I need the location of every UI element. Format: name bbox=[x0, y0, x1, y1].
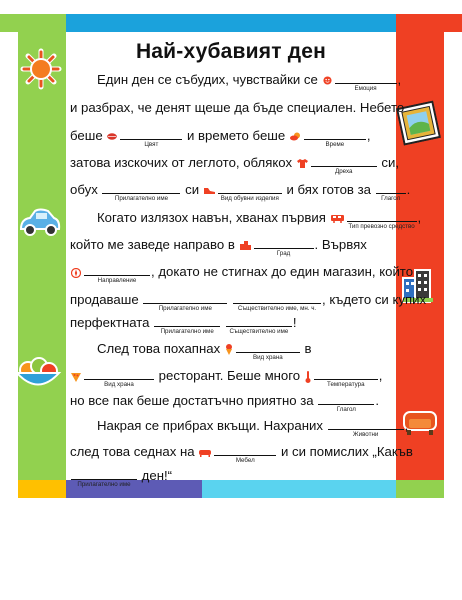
story-line-12: Вид храна ресторант. Беше много Температура , bbox=[70, 367, 382, 383]
blank-field[interactable]: Прилагателно име bbox=[154, 314, 220, 327]
story-line-7: който ме заведе направо в Град . Вървях bbox=[70, 237, 367, 257]
lips-icon bbox=[107, 133, 117, 140]
bottom-bar-green bbox=[396, 480, 444, 498]
story-line-13: но все пак беше достатъчно приятно за Глагол . bbox=[70, 393, 379, 413]
smiley-icon bbox=[323, 76, 332, 85]
blank-field[interactable]: Град bbox=[254, 236, 314, 249]
blank-field[interactable]: Време bbox=[304, 127, 366, 140]
top-bar-blue bbox=[66, 14, 396, 32]
shirt-icon bbox=[297, 159, 308, 168]
story-text: Един ден се събудих, чувствайки се bbox=[97, 72, 318, 87]
story-line-16: Прилагателно име ден!“ bbox=[70, 467, 172, 483]
thermometer-icon bbox=[305, 371, 311, 383]
blank-field[interactable]: Направление bbox=[84, 263, 150, 276]
weather-icon bbox=[290, 132, 301, 141]
story-line-15: след това седнах на Мебел и си помислих „Какъв bbox=[70, 444, 413, 464]
blank-field[interactable]: Цвят bbox=[120, 127, 182, 140]
story-line-5: обух Прилагателно име си Вид обувни изделия и бях готов за Глагол . bbox=[70, 182, 411, 202]
bus-icon bbox=[331, 215, 344, 223]
top-bar-green bbox=[0, 14, 66, 32]
story-text: и разбрах, че денят щеше да бъде специален. Небето bbox=[70, 100, 405, 115]
sofa-small-icon bbox=[199, 449, 211, 457]
blank-field[interactable]: Тип превозно средство bbox=[347, 209, 417, 222]
blank-field[interactable]: Прилагателно име bbox=[143, 291, 227, 304]
story-line-3: беше Цвят и времето беше Време , bbox=[70, 128, 371, 148]
blank-field[interactable]: Вид обувни изделия bbox=[218, 181, 282, 194]
sun-icon bbox=[20, 48, 62, 95]
story-line-8: Направление , докато не стигнах до един магазин, който bbox=[70, 263, 413, 279]
left-column-green bbox=[18, 32, 66, 480]
fruit-bowl-icon bbox=[14, 356, 62, 397]
shoe-icon bbox=[204, 187, 215, 194]
blank-field[interactable]: Мебел bbox=[214, 443, 276, 456]
blank-field[interactable]: Вид храна bbox=[84, 367, 154, 380]
blank-field[interactable]: Емоция bbox=[335, 71, 397, 84]
blank-field[interactable]: Съществително име bbox=[226, 314, 292, 327]
bottom-bar-cyan bbox=[202, 480, 396, 498]
blank-field[interactable]: Глагол bbox=[376, 181, 406, 194]
car-icon bbox=[18, 207, 62, 242]
blank-field[interactable]: Дреха bbox=[311, 154, 377, 167]
blank-field[interactable]: Глагол bbox=[318, 392, 374, 405]
story-line-4: затова изскочих от леглото, облякох Дреха си, bbox=[70, 155, 400, 175]
blank-field[interactable]: Прилагателно име bbox=[102, 181, 180, 194]
story-line-2 bbox=[70, 100, 404, 115]
blank-field[interactable]: Съществително име, мн. ч. bbox=[233, 291, 321, 304]
ice-cream-icon bbox=[225, 344, 233, 355]
page-title: Най-хубавият ден bbox=[135, 40, 327, 63]
story-line-10: перфектната Прилагателно име Съществително име ! bbox=[70, 315, 297, 335]
story-line-6: Когато излязох навън, хванах първия Тип превозно средство , bbox=[97, 210, 422, 230]
compass-icon bbox=[71, 268, 81, 278]
blank-field[interactable]: Вид храна bbox=[236, 340, 300, 353]
blank-field[interactable]: Животни bbox=[328, 417, 404, 430]
story-line-14: Накрая се прибрах вкъщи. Нахраних Животни , bbox=[97, 418, 409, 438]
story-line-1: Един ден се събудих, чувствайки се Емоция , bbox=[97, 72, 402, 92]
blank-field[interactable]: Температура bbox=[314, 367, 378, 380]
city-icon bbox=[240, 241, 251, 250]
blank-field[interactable]: Прилагателно име bbox=[71, 467, 137, 480]
top-bar-red bbox=[396, 14, 462, 32]
pizza-icon bbox=[71, 372, 81, 382]
story-line-9: продаваше Прилагателно име Съществително име, мн. ч. , където си купих bbox=[70, 292, 427, 312]
bottom-bar-yellow bbox=[18, 480, 66, 498]
story-line-11: След това похапнах Вид храна в bbox=[97, 341, 312, 361]
